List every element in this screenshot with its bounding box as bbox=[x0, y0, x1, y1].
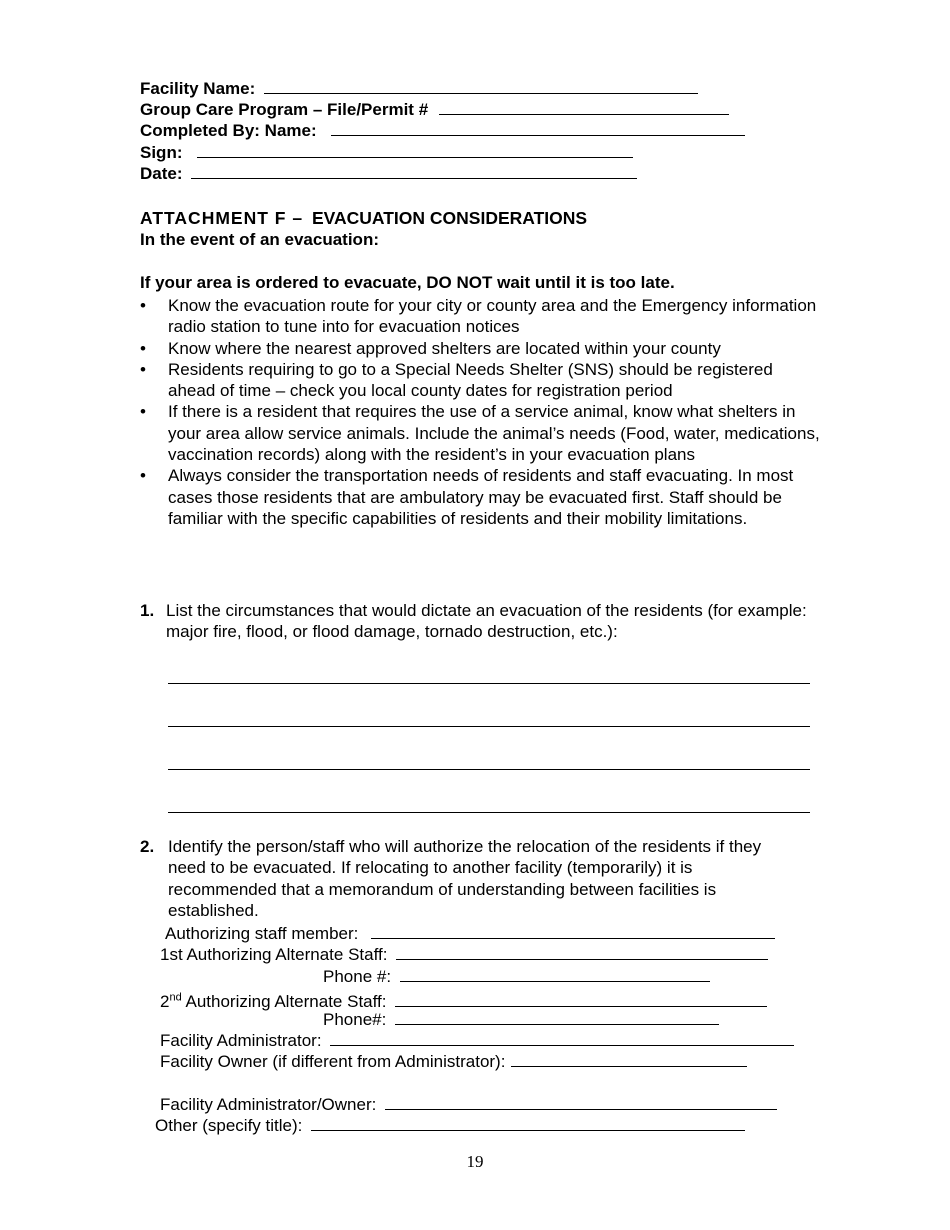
sign-row bbox=[140, 142, 633, 164]
other-title-label: Other (specify title): bbox=[155, 1116, 303, 1135]
question-2 bbox=[140, 836, 800, 921]
phone-2-label: Phone#: bbox=[323, 1010, 387, 1029]
authorizing-staff-row bbox=[165, 923, 775, 944]
other-title-row bbox=[155, 1115, 745, 1136]
bullet-icon: • bbox=[140, 338, 146, 358]
first-alternate-row bbox=[160, 944, 768, 965]
answer-line-1[interactable] bbox=[168, 683, 810, 684]
second-alternate-field[interactable] bbox=[395, 992, 767, 1007]
bullet-icon: • bbox=[140, 402, 146, 422]
file-permit-label: Group Care Program – File/Permit # bbox=[140, 100, 429, 119]
administrator-owner-row bbox=[160, 1094, 777, 1115]
attachment-title bbox=[140, 208, 587, 229]
question-1-text: List the circumstances that would dictate an evacuation of the residents (for example: major fire, flood, or flood damage, tornado destruction, etc.): bbox=[166, 601, 807, 642]
date-field[interactable] bbox=[191, 163, 637, 179]
question-1-number: 1. bbox=[140, 601, 155, 620]
list-item: • Know where the nearest approved shelters are located within your county bbox=[140, 338, 721, 358]
administrator-owner-field[interactable] bbox=[385, 1095, 777, 1110]
answer-line-3[interactable] bbox=[168, 769, 810, 770]
facility-name-field[interactable] bbox=[264, 78, 698, 94]
list-item: • If there is a resident that requires the use of a service animal, know what shelters in your area allow service animals. Include the animal’s needs (Food, water, medications, vaccination records) along with the resident’s in your evacuation plans bbox=[140, 402, 820, 465]
phone-2-field[interactable] bbox=[395, 1010, 719, 1025]
question-2-number: 2. bbox=[140, 837, 155, 856]
administrator-owner-label: Facility Administrator/Owner: bbox=[160, 1095, 377, 1114]
completed-by-field[interactable] bbox=[331, 120, 745, 136]
date-row bbox=[140, 163, 637, 185]
facility-name-label: Facility Name: bbox=[140, 79, 256, 98]
phone-2-row bbox=[323, 1009, 719, 1030]
file-permit-row bbox=[140, 99, 729, 121]
facility-administrator-label: Facility Administrator: bbox=[160, 1031, 322, 1050]
facility-owner-row bbox=[160, 1051, 747, 1072]
file-permit-field[interactable] bbox=[439, 99, 729, 115]
section-subtitle: In the event of an evacuation: bbox=[140, 230, 379, 249]
bullet-icon: • bbox=[140, 359, 146, 379]
second-alternate-label: 2nd Authorizing Alternate Staff: bbox=[160, 991, 387, 1011]
attachment-name: EVACUATION CONSIDERATIONS bbox=[311, 208, 588, 228]
evacuation-warning: If your area is ordered to evacuate, DO NOT wait until it is too late. bbox=[140, 273, 675, 292]
facility-administrator-row bbox=[160, 1030, 794, 1051]
list-item: • Know the evacuation route for your city or county area and the Emergency information radio station to tune into for evacuation notices bbox=[140, 296, 817, 337]
authorizing-staff-label: Authorizing staff member: bbox=[165, 924, 359, 943]
bullet-icon: • bbox=[140, 296, 146, 315]
facility-owner-label: Facility Owner (if different from Administrator): bbox=[160, 1052, 506, 1071]
first-alternate-field[interactable] bbox=[396, 945, 768, 960]
sign-label: Sign: bbox=[140, 143, 183, 162]
completed-by-label: Completed By: Name: bbox=[140, 121, 317, 140]
question-1 bbox=[140, 600, 820, 643]
list-item: • Residents requiring to go to a Special Needs Shelter (SNS) should be registered ahead of time – check you local county dates for registration period bbox=[140, 359, 773, 401]
evacuation-bullet-list bbox=[140, 295, 820, 529]
phone-1-label: Phone #: bbox=[323, 967, 392, 986]
phone-1-field[interactable] bbox=[400, 967, 710, 982]
question-2-text: Identify the person/staff who will authorize the relocation of the residents if they need to be evacuated. If relocating to another facility (temporarily) it is recommended that a memorandum of understanding between facilities is established. bbox=[168, 837, 762, 920]
bullet-icon: • bbox=[140, 466, 146, 486]
first-alternate-label: 1st Authorizing Alternate Staff: bbox=[160, 945, 388, 964]
facility-administrator-field[interactable] bbox=[330, 1031, 794, 1046]
attachment-label: ATTACHMENT F – bbox=[140, 208, 304, 228]
second-alternate-row bbox=[160, 987, 767, 1012]
page-number: 19 bbox=[466, 1152, 484, 1171]
completed-by-row bbox=[140, 120, 745, 142]
phone-1-row bbox=[323, 966, 710, 987]
answer-line-2[interactable] bbox=[168, 726, 810, 727]
facility-owner-field[interactable] bbox=[511, 1052, 747, 1067]
authorizing-staff-field[interactable] bbox=[371, 924, 775, 939]
other-title-field[interactable] bbox=[311, 1116, 745, 1131]
sign-field[interactable] bbox=[197, 142, 633, 158]
list-item: • Always consider the transportation needs of residents and staff evacuating. In most cases those residents that are ambulatory may be evacuated first. Staff should be familiar with the specific capabilities of residents and their mobility limitations. bbox=[140, 466, 794, 528]
facility-name-row bbox=[140, 78, 698, 100]
answer-line-4[interactable] bbox=[168, 812, 810, 813]
date-label: Date: bbox=[140, 164, 183, 183]
